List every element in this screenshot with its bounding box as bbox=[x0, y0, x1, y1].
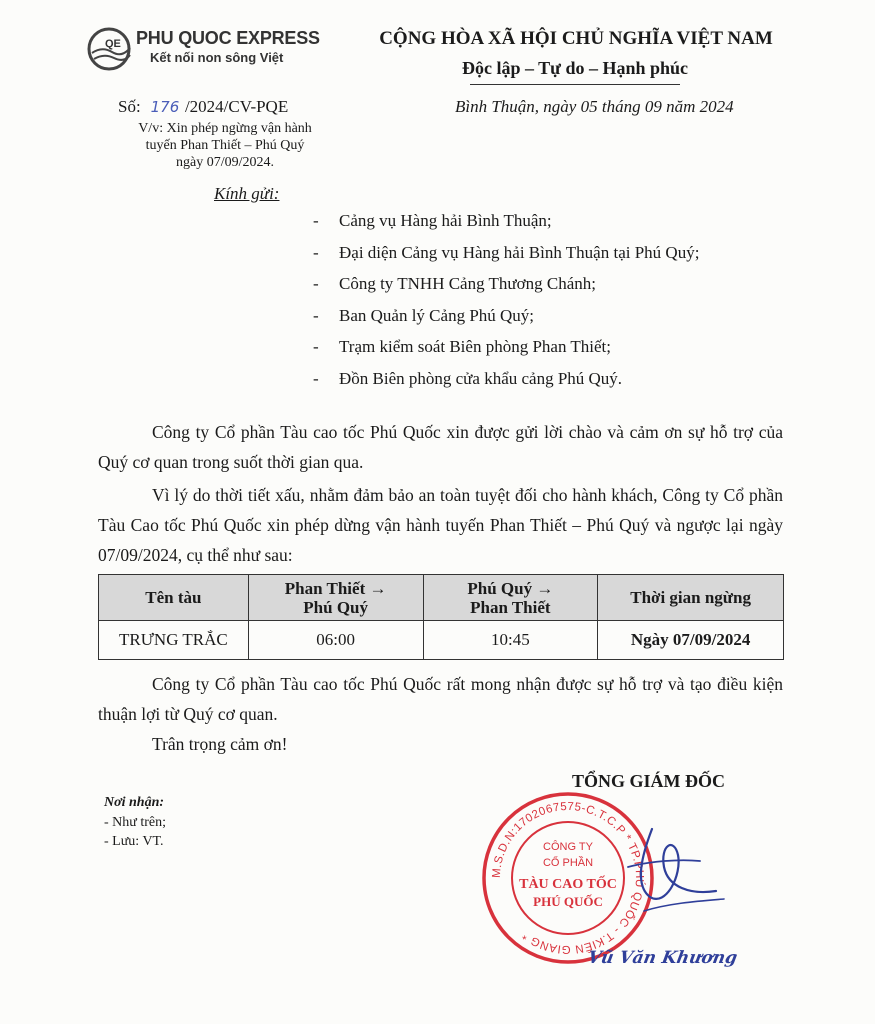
recipient-item: - Công ty TNHH Cảng Thương Chánh; bbox=[313, 274, 596, 293]
signer-title: TỔNG GIÁM ĐỐC bbox=[572, 771, 725, 791]
company-logo bbox=[86, 26, 336, 72]
place-date: Bình Thuận, ngày 05 tháng 09 năm 2024 bbox=[455, 97, 734, 116]
body-paragraph-3: Công ty Cổ phần Tàu cao tốc Phú Quốc rất mong nhận được sự hỗ trợ và tạo điều kiện thuận lợi từ Quý cơ quan. bbox=[98, 674, 783, 724]
header-route-1: Phan Thiết → Phú Quý bbox=[248, 575, 423, 621]
cell-stop-time: Ngày 07/09/2024 bbox=[598, 621, 784, 660]
recipient-list bbox=[313, 211, 833, 400]
subject-line: V/v: Xin phép ngừng vận hành bbox=[138, 121, 312, 136]
nation-title: CỘNG HÒA XÃ HỘI CHỦ NGHĨA VIỆT NAM bbox=[379, 28, 773, 49]
cell-route-2: 10:45 bbox=[423, 621, 598, 660]
receivers-title: Nơi nhận: bbox=[104, 795, 165, 810]
salutation: Kính gửi: bbox=[214, 184, 280, 203]
svg-text:TÀU CAO TỐC: TÀU CAO TỐC bbox=[519, 877, 617, 892]
signer-name: Vũ Văn Khương bbox=[586, 948, 739, 968]
cell-ship: TRƯNG TRẮC bbox=[99, 621, 249, 660]
recipient-item: - Đồn Biên phòng cửa khẩu cảng Phú Quý. bbox=[313, 368, 623, 388]
svg-text:QE: QE bbox=[105, 38, 121, 50]
recipient-item: - Cảng vụ Hàng hải Bình Thuận; bbox=[313, 211, 552, 230]
receivers-list bbox=[104, 813, 166, 851]
svg-text:CỔ PHẦN: CỔ PHẦN bbox=[542, 857, 594, 869]
document-number-suffix: /2024/CV-PQE bbox=[184, 97, 289, 116]
document-number-handwritten: 176 bbox=[150, 98, 180, 116]
company-logo-icon bbox=[86, 26, 134, 72]
closing-thanks: Trân trọng cảm ơn! bbox=[152, 734, 288, 754]
table-header-row bbox=[99, 575, 784, 621]
body-paragraph-2: Vì lý do thời tiết xấu, nhằm đảm bảo an toàn tuyệt đối cho hành khách, Công ty Cổ phần Tàu Cao tốc Phú Quốc xin phép dừng vận hành tuyến Phan Thiết – Phú Quý và ngược lại ngày 07/09/2024, cụ thể như sau: bbox=[98, 485, 783, 565]
company-brand: PHU QUOC EXPRESS bbox=[136, 28, 320, 48]
recipient-item: - Ban Quản lý Cảng Phú Quý; bbox=[313, 305, 535, 325]
recipient-item: - Đại diện Cảng vụ Hàng hải Bình Thuận tại Phú Quý; bbox=[313, 242, 700, 262]
document-number bbox=[118, 97, 288, 117]
header-stop-time: Thời gian ngừng bbox=[598, 575, 784, 621]
receiver-item: - Như trên; bbox=[104, 815, 167, 830]
header-route-2: Phú Quý → Phan Thiết bbox=[423, 575, 598, 621]
national-motto: Độc lập – Tự do – Hạnh phúc bbox=[461, 58, 689, 78]
motto-underline bbox=[470, 84, 680, 85]
signature-mark bbox=[620, 815, 730, 925]
schedule-table bbox=[98, 574, 784, 660]
header-ship: Tên tàu bbox=[99, 575, 249, 621]
document-number-prefix: Số: bbox=[118, 97, 141, 116]
receiver-item: - Lưu: VT. bbox=[104, 834, 164, 849]
recipient-item: - Trạm kiểm soát Biên phòng Phan Thiết; bbox=[313, 337, 611, 356]
company-slogan: Kết nối non sông Việt bbox=[150, 50, 284, 65]
svg-text:M.S.D.N:1702067575-C.T.C.P * T: M.S.D.N:1702067575-C.T.C.P * TP.PHÚ QUỐC - T.KIÊN GIANG * bbox=[490, 800, 646, 956]
table-row bbox=[99, 621, 784, 660]
subject-line: ngày 07/09/2024. bbox=[176, 155, 274, 170]
document-subject bbox=[110, 120, 340, 171]
subject-line: tuyến Phan Thiết – Phú Quý bbox=[145, 138, 305, 153]
svg-text:PHÚ QUỐC: PHÚ QUỐC bbox=[533, 894, 603, 909]
cell-route-1: 06:00 bbox=[248, 621, 423, 660]
svg-text:CÔNG TY: CÔNG TY bbox=[543, 841, 593, 853]
body-paragraph-1: Công ty Cổ phần Tàu cao tốc Phú Quốc xin được gửi lời chào và cảm ơn sự hỗ trợ của Quý cơ quan trong suốt thời gian qua. bbox=[98, 422, 783, 472]
